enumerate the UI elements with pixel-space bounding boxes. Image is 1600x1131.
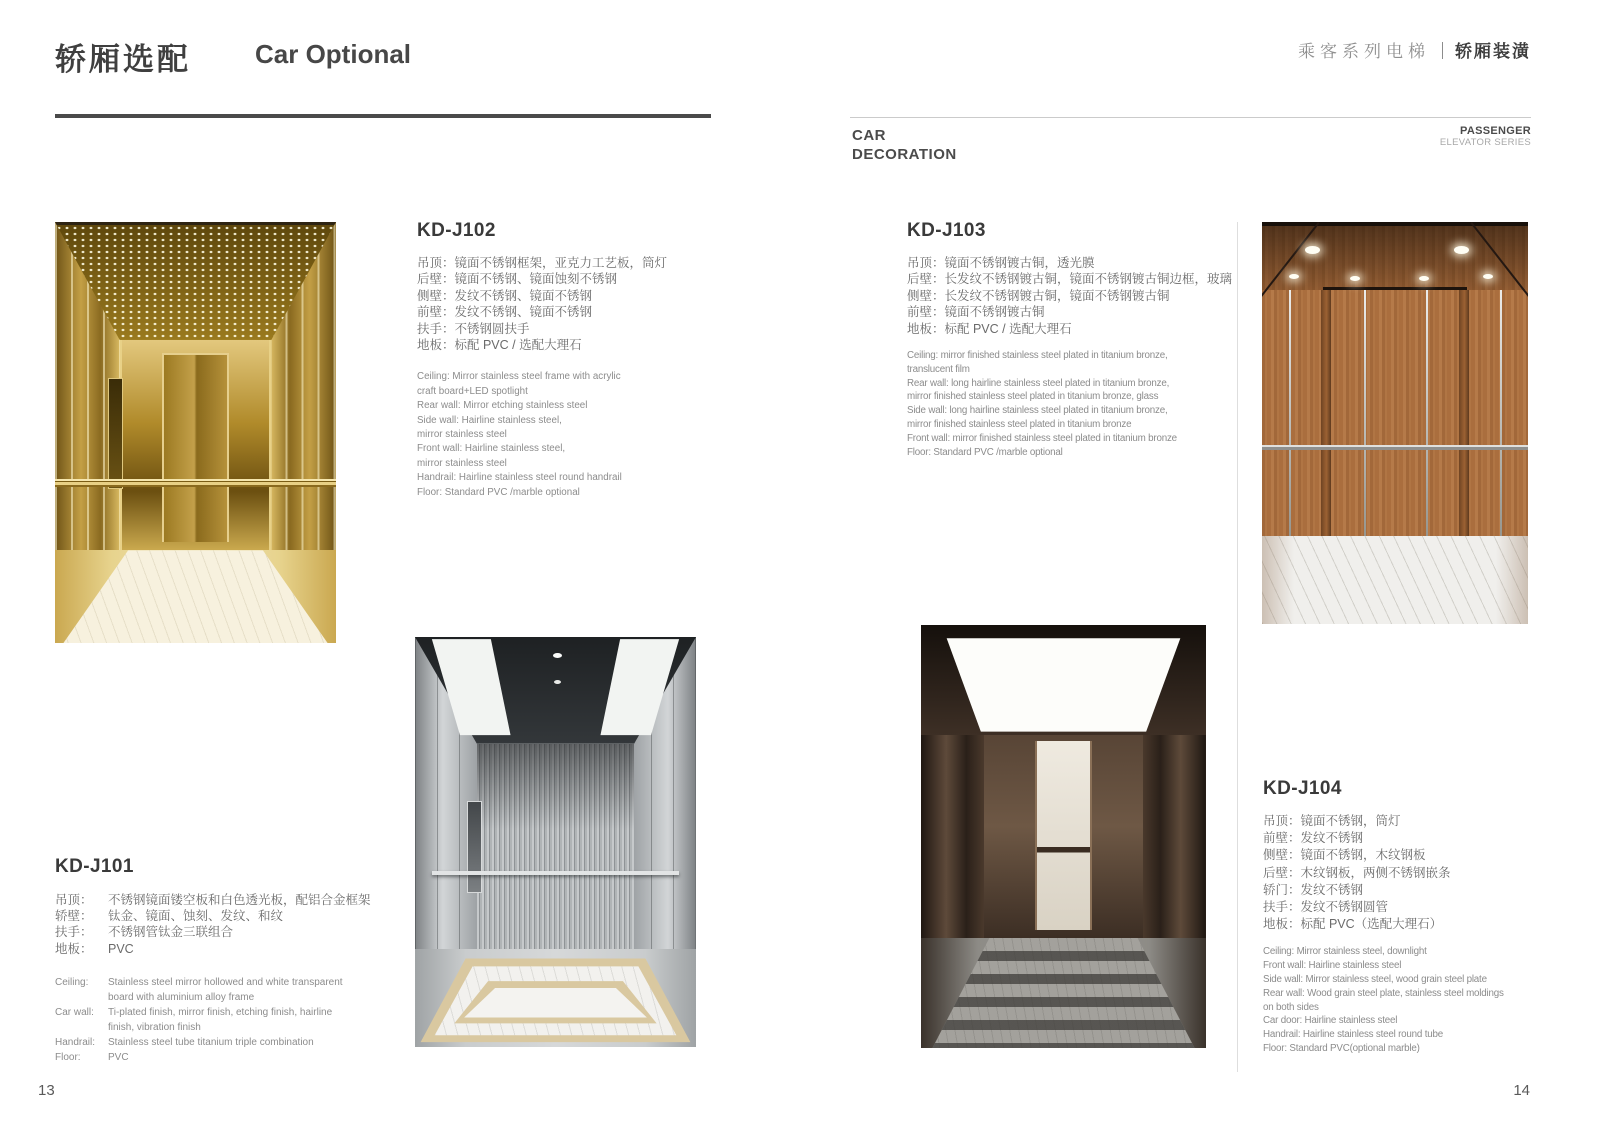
spec-row	[55, 975, 375, 1005]
kd-j102-preview-image	[415, 637, 696, 1047]
elevator-back-panel	[1035, 741, 1092, 929]
spec-line: on both sides	[1263, 1001, 1319, 1013]
kd-j101-preview-image	[55, 222, 336, 643]
product-kd-j101	[55, 856, 375, 1065]
elevator-steel-molding	[1500, 290, 1502, 535]
kd-j103-preview-image	[921, 625, 1206, 1048]
model-title: KD-J102	[417, 220, 496, 241]
car-decoration-line1: CAR	[852, 127, 886, 144]
spec-line: Handrail: Hairline stainless steel round handrail	[417, 472, 622, 484]
page-number-left: 13	[38, 1082, 55, 1099]
car-decoration-heading	[852, 126, 957, 164]
series-name-zh: 乘客系列电梯	[1298, 42, 1430, 61]
spec-line: 地板：标配 PVC / 选配大理石	[907, 321, 1072, 336]
page-number-right: 14	[1513, 1082, 1530, 1099]
elevator-corner-pillar-right	[1459, 290, 1470, 535]
spec-list-zh	[55, 892, 375, 957]
model-title: KD-J104	[1263, 778, 1342, 799]
elevator-downlight	[1305, 246, 1320, 254]
spec-line: 侧壁：镜面不锈钢，木纹钢板	[1263, 848, 1426, 863]
section-name-zh: 轿厢装潢	[1455, 42, 1531, 61]
kd-j104-preview-image	[1262, 222, 1528, 624]
spec-line: mirror finished stainless steel plated in titanium bronze	[907, 419, 1132, 431]
spec-line: 吊顶：镜面不锈钢框架，亚克力工艺板，筒灯	[417, 256, 668, 270]
elevator-corner-pillar-left	[1321, 290, 1332, 535]
spec-label: Floor:	[55, 1051, 81, 1063]
spec-line: 地板：标配 PVC / 选配大理石	[417, 338, 582, 353]
spec-list-en	[55, 975, 375, 1065]
elevator-marble-floor	[1262, 536, 1528, 624]
spec-line: Ceiling: mirror finished stainless steel plated in titanium bronze,	[907, 350, 1168, 362]
passenger-line1: PASSENGER	[1460, 125, 1531, 137]
spec-label: Handrail:	[55, 1036, 96, 1048]
elevator-downlight	[1454, 246, 1469, 254]
car-decoration-line2: DECORATION	[852, 146, 957, 163]
spec-line: 前壁：镜面不锈钢镀古铜	[907, 305, 1045, 320]
elevator-control-panel	[108, 378, 123, 489]
model-title: KD-J103	[907, 220, 986, 241]
spec-row	[55, 1005, 375, 1035]
spec-line: 侧壁：发纹不锈钢、镜面不锈钢	[417, 288, 593, 303]
spec-line: Handrail: Hairline stainless steel round tube	[1263, 1029, 1443, 1041]
elevator-car-door	[162, 353, 229, 542]
spec-line: 地板：标配 PVC（选配大理石）	[1263, 917, 1443, 932]
product-kd-j102	[417, 220, 667, 500]
spec-line: 侧壁：长发纹不锈钢镀古铜，镜面不锈钢镀古铜	[907, 288, 1170, 303]
elevator-downlight	[554, 680, 561, 684]
spec-line: 前壁：发纹不锈钢、镜面不锈钢	[417, 305, 593, 320]
spec-list-en	[417, 370, 667, 500]
spec-line: Side wall: Hairline stainless steel,	[417, 414, 562, 426]
spec-line: 轿门：发纹不锈钢	[1263, 882, 1364, 897]
spec-line: 扶手：发纹不锈钢圆管	[1263, 900, 1389, 915]
spec-line: Floor: Standard PVC /marble optional	[417, 486, 580, 498]
column-divider-rule	[1237, 222, 1238, 1072]
spec-label: 扶手：	[55, 925, 93, 940]
spec-line: Floor: Standard PVC /marble optional	[907, 446, 1063, 458]
spec-line: translucent film	[907, 363, 970, 375]
spec-line: Ceiling: Mirror stainless steel frame with acrylic	[417, 371, 621, 383]
spec-value: PVC	[108, 941, 134, 956]
spec-list-zh	[417, 255, 667, 353]
elevator-steel-molding	[1426, 290, 1428, 535]
elevator-steel-molding	[1289, 290, 1291, 535]
spec-label: 轿壁：	[55, 909, 93, 924]
elevator-handrail	[55, 479, 336, 487]
header-series-label	[1298, 37, 1531, 62]
spec-line: Side wall: long hairline stainless steel plated in titanium bronze,	[907, 405, 1168, 417]
spec-line: Front wall: Hairline stainless steel	[1263, 960, 1402, 972]
spec-value: Stainless steel mirror hollowed and white transparent board with aluminium alloy frame	[108, 976, 343, 1003]
spec-list-en	[907, 349, 1237, 459]
spec-line: 扶手：不锈钢圆扶手	[417, 321, 530, 336]
spec-list-zh	[1263, 813, 1555, 933]
passenger-series-label	[1440, 125, 1531, 149]
spec-value: 不锈钢管钛金三联组合	[108, 925, 234, 940]
spec-label: Ceiling:	[55, 976, 89, 988]
spec-value: 不锈钢镜面镂空板和白色透光板，配铝合金框架	[108, 893, 371, 907]
elevator-handrail	[432, 871, 679, 875]
right-page-rule	[850, 117, 1531, 118]
spec-label: Car wall:	[55, 1006, 94, 1018]
elevator-ceiling-beam	[1323, 287, 1467, 290]
spec-value: 钛金、镜面、蚀刻、发纹、和纹	[108, 909, 284, 924]
spec-line: craft board+LED spotlight	[417, 385, 528, 397]
spec-line: 后壁：镜面不锈钢、镜面蚀刻不锈钢	[417, 272, 618, 287]
page-title-zh: 轿厢选配	[55, 42, 191, 77]
elevator-wood-ceiling	[1262, 222, 1528, 290]
spec-list-en	[1263, 945, 1555, 1055]
spec-label: 吊顶：	[55, 893, 93, 907]
spec-line: mirror stainless steel	[417, 457, 507, 469]
spec-line: 吊顶：镜面不锈钢，筒灯	[1263, 814, 1401, 828]
page-title-en: Car Optional	[255, 39, 412, 69]
spec-line: Side wall: Mirror stainless steel, wood grain steel plate	[1263, 974, 1487, 986]
spec-list-zh	[907, 255, 1237, 337]
title-underline	[55, 114, 711, 118]
spec-line: Rear wall: Mirror etching stainless steel	[417, 400, 588, 412]
spec-line: Rear wall: long hairline stainless steel plated in titanium bronze,	[907, 377, 1170, 389]
passenger-line2: ELEVATOR SERIES	[1439, 137, 1531, 148]
product-kd-j104	[1263, 778, 1555, 1056]
spec-line: Rear wall: Wood grain steel plate, stainless steel moldings	[1263, 987, 1504, 999]
spec-line: Car door: Hairline stainless steel	[1263, 1015, 1398, 1027]
spec-row	[55, 924, 375, 940]
spec-line: Floor: Standard PVC(optional marble)	[1263, 1043, 1420, 1054]
spec-line: 吊顶：镜面不锈钢镀古铜，透光膜	[907, 256, 1095, 270]
elevator-back-wall	[477, 744, 634, 949]
spec-line: Ceiling: Mirror stainless steel, downlight	[1263, 946, 1427, 958]
spec-row	[55, 908, 375, 924]
spec-line: mirror stainless steel	[417, 429, 507, 441]
spec-row	[55, 1050, 375, 1065]
spec-line: 后壁：长发纹不锈钢镀古铜，镜面不锈钢镀古铜边框，玻璃	[907, 272, 1233, 287]
product-kd-j103	[907, 220, 1237, 459]
spec-line: mirror finished stainless steel plated in titanium bronze, glass	[907, 391, 1159, 403]
series-divider: ｜	[1434, 42, 1451, 61]
elevator-control-panel	[467, 801, 482, 893]
model-title: KD-J101	[55, 856, 134, 877]
elevator-handrail	[1262, 445, 1528, 450]
spec-label: 地板：	[55, 941, 93, 956]
spec-line: Front wall: Hairline stainless steel,	[417, 443, 566, 455]
spec-line: Front wall: mirror finished stainless steel plated in titanium bronze	[907, 432, 1177, 444]
spec-line: 后壁：木纹钢板，两侧不锈钢嵌条	[1263, 865, 1451, 880]
spec-value: Ti-plated finish, mirror finish, etching finish, hairline finish, vibration finish	[108, 1006, 333, 1033]
spec-value: PVC	[108, 1051, 129, 1063]
spec-row	[55, 1035, 375, 1050]
elevator-steel-molding	[1364, 290, 1366, 535]
spec-value: Stainless steel tube titanium triple combination	[108, 1036, 314, 1048]
spec-row	[55, 941, 375, 957]
spec-row	[55, 892, 375, 908]
spec-line: 前壁：发纹不锈钢	[1263, 831, 1364, 846]
